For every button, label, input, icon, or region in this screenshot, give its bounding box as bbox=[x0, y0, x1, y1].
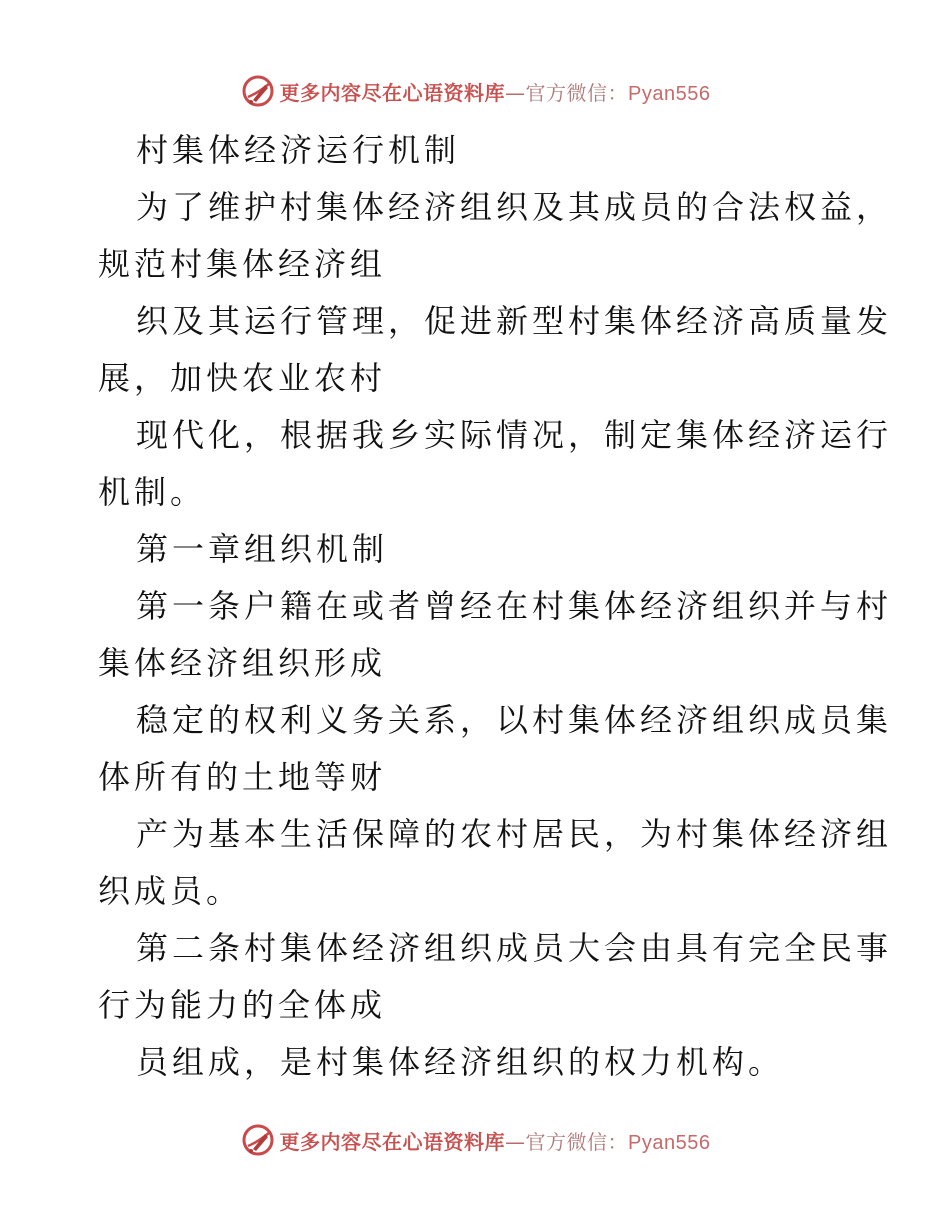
text-line: 产为基本生活保障的农村居民，为村集体经济组 bbox=[136, 815, 893, 853]
text-line: 织成员。 bbox=[98, 872, 243, 910]
text-line: 体所有的土地等财 bbox=[98, 758, 387, 796]
text-line: 展，加快农业农村 bbox=[98, 359, 387, 397]
document-body bbox=[98, 122, 893, 1091]
text-line: 织及其运行管理，促进新型村集体经济高质量发 bbox=[136, 302, 893, 340]
header-watermark bbox=[0, 71, 950, 111]
text-line: 村集体经济运行机制 bbox=[136, 131, 461, 169]
text-line: 行为能力的全体成 bbox=[98, 986, 387, 1024]
text-line: 为了维护村集体经济组织及其成员的合法权益， bbox=[136, 188, 893, 226]
text-line: 规范村集体经济组 bbox=[98, 245, 387, 283]
text-line: 集体经济组织形成 bbox=[98, 644, 387, 682]
watermark-text: 更多内容尽在心语资料库—官方微信：Pyan556 bbox=[279, 1129, 711, 1154]
text-line: 现代化，根据我乡实际情况，制定集体经济运行 bbox=[136, 416, 893, 454]
text-line: 第一章组织机制 bbox=[136, 530, 389, 568]
text-line: 第二条村集体经济组织成员大会由具有完全民事 bbox=[136, 929, 893, 967]
pen-logo-icon bbox=[240, 1122, 276, 1158]
text-line: 稳定的权利义务关系，以村集体经济组织成员集 bbox=[136, 701, 893, 739]
pen-logo-icon bbox=[240, 73, 276, 109]
text-line: 员组成，是村集体经济组织的权力机构。 bbox=[136, 1043, 785, 1081]
watermark-text: 更多内容尽在心语资料库—官方微信：Pyan556 bbox=[279, 80, 711, 105]
footer-watermark bbox=[0, 1120, 950, 1160]
text-line: 第一条户籍在或者曾经在村集体经济组织并与村 bbox=[136, 587, 893, 625]
text-line: 机制。 bbox=[98, 473, 207, 511]
